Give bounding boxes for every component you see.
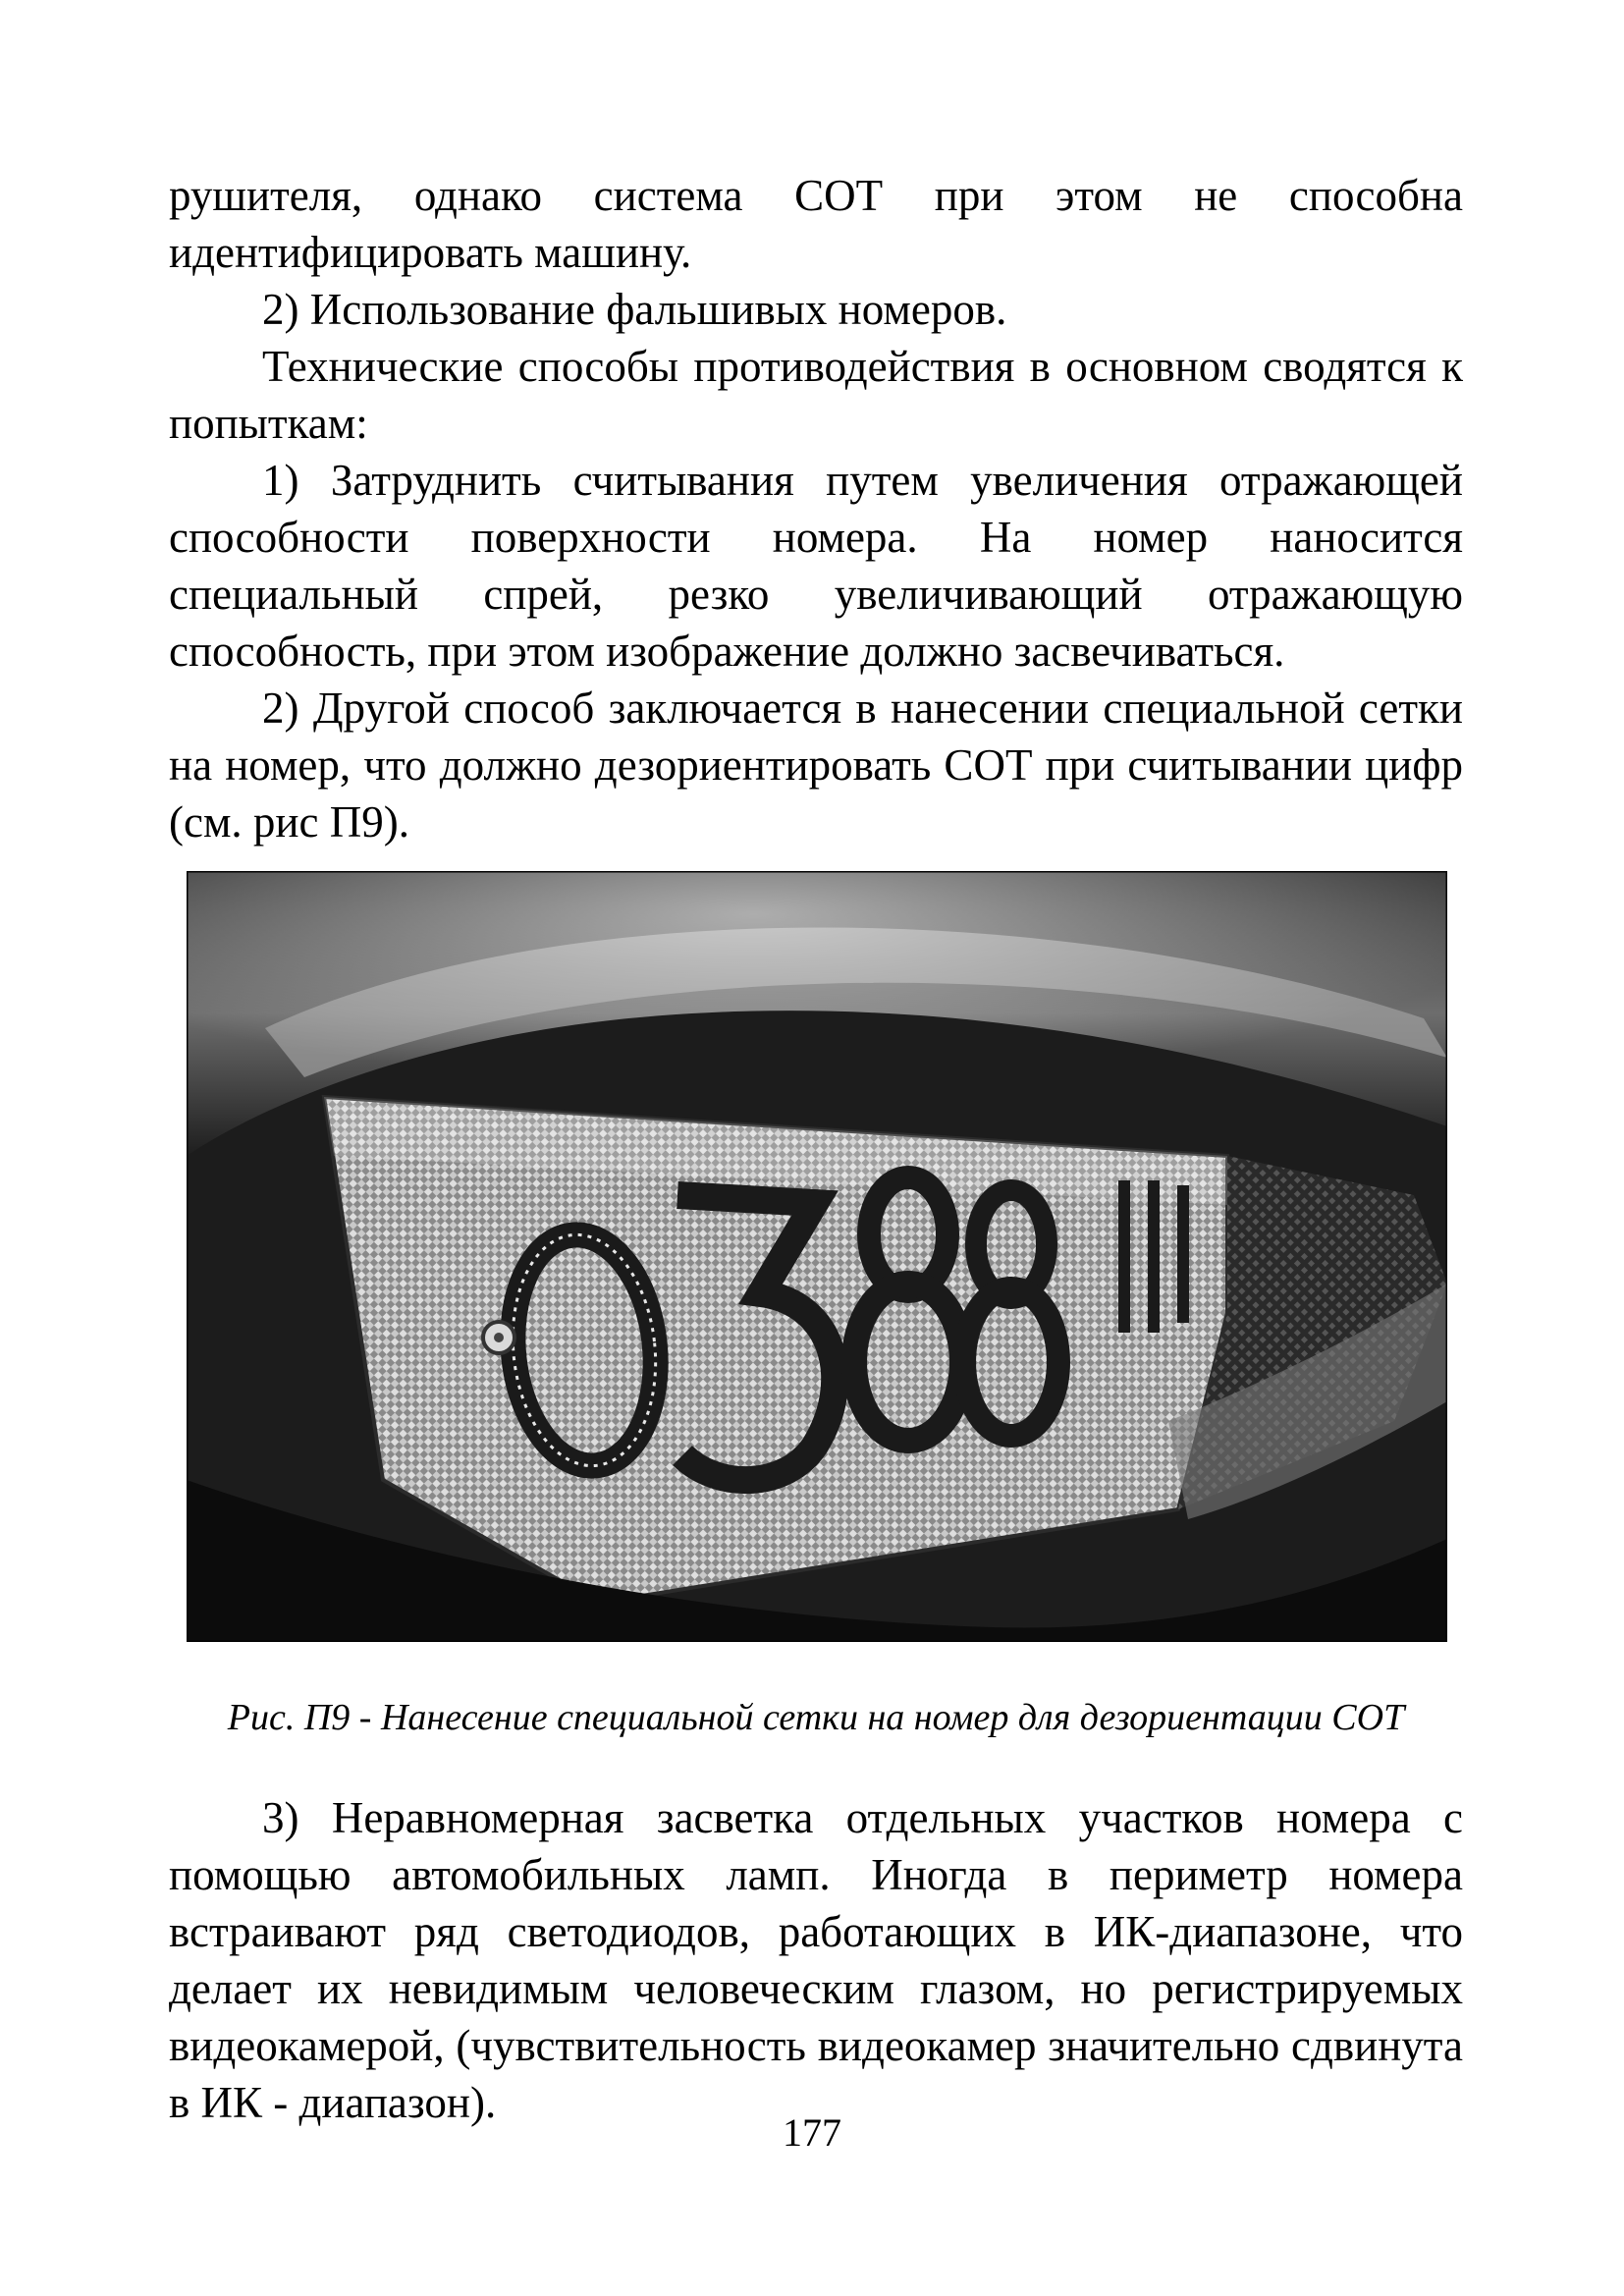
paragraph: 1) Затруднить считывания путем увеличения отражающей способности поверхности номера. На номер наносится специальный спрей, резко увеличивающий отражающую способность, при этом изображение должно засвечиваться. (169, 456, 1463, 676)
license-plate-photo (187, 871, 1447, 1642)
figure-caption: Рис. П9 - Нанесение специальной сетки на номер для дезориентации СОТ (227, 1697, 1405, 1738)
paragraph: рушителя, однако система СОТ при этом не способна идентифицировать машину. (169, 171, 1463, 277)
page-number: 177 (783, 2110, 841, 2155)
paragraph: Технические способы противодействия в основном сводятся к попыткам: (169, 342, 1463, 448)
text-block-top (169, 167, 1463, 850)
paragraph: 3) Неравномерная засветка отдельных участков номера с помощью автомобильных ламп. Иногда в периметр номера встраивают ряд светодиодов, работающих в ИК-диапазоне, что делает их невидимым человеческим глазом, но регистрируемых видеокамерой, (чувствительность видеокамер значительно сдвинута в ИК - диапазон). (169, 1793, 1463, 2127)
paragraph: 2) Другой способ заключается в нанесении специальной сетки на номер, что должно дезориентировать СОТ при считывании цифр (см. рис П9). (169, 683, 1463, 847)
text-block-bottom (169, 1789, 1463, 2131)
paragraph: 2) Использование фальшивых номеров. (262, 285, 1007, 334)
